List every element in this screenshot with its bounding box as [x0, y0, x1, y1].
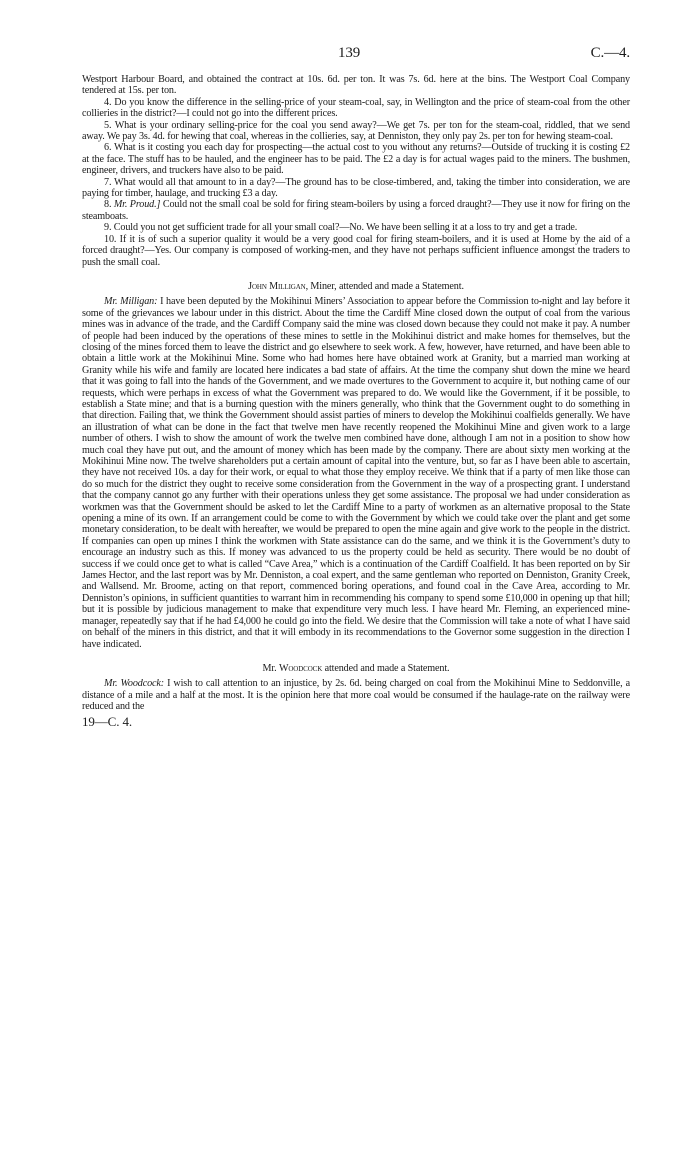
milligan-text: I have been deputed by the Mokihinui Miners’ Association to appear before the Commission to-night and lay before it some of the grievances we labour under in this district. About the time the Cardiff Mine closed down the output of coal from the various mines was in advance of the trade, and the Cardiff Company said the mine was closed down because they could not make it pay. A number of people had been induced by the operations of these mines to settle in the Mokihinui district and make homes for themselves, but the closing of the mines forced them to leave the district and go elsewhere to seek work. A few, however, have returned, and have been able to obtain a little work at the Mokihinui Mine. Some who had homes here have obtained work at Granity, but a married man working at Granity while his wife and family are located here indicates a bad state of affairs. At the time the company shut down the mine we heard that it was going to fall into the hands of the Government, and we made overtures to the Government to acquire it, but nothing came of our requests, which were perhaps in excess of what the Government was prepared to do. We would like the Government, if it be possible, to establish a State mine; and that is a burning question with the miners generally, who think that the Government ought to do something in that direction. Failing that, we think the Government should assist parties of miners to develop the Mokihinui coalfields generally. We have an illustration of what can be done in the fact that twelve men have recently reopened the Mokihinui Mine and given work to a large number of others. I wish to show the amount of work the twelve men combined have done, although I am not in a position to show how much coal they have put out, and the amount of money which has been made by the company. There are about sixty men working at the Mokihinui Mine now. The twelve shareholders put a certain amount of capital into the venture, but, so far as I have been able to ascertain, they have not received 10s. a day for their work, or equal to what those they employ receive. We think that if a party of men like those can do so much for the district they ought to receive some consideration from the Government in the way of a prospecting grant. I understand that the company cannot go any further with their operations unless they get some assistance. The proposal we had under consideration as workmen was that the Government should be asked to let the Cardiff Mine to a party of workmen as an alternative proposal to the State opening a mine of its own. If an arrangement could be come to with the Government by which we could take over the plant and get some monetary consideration, to be dealt with hereafter, we would be prepared to open the mine again and give work to the people in the district. If companies can open up mines I think the workmen with State assistance can do the same, and we think it is the Government’s duty to encourage an industry such as this. If money was advanced to us the property could be held as security. There would be no doubt of success if we could once get to what is called “Cave Area,” which is a continuation of the Cardiff Coalfield. It has been reported on by Sir James Hector, and the last report was by Mr. Denniston, a coal expert, and the same gentleman who reported on Denniston, Granity Creek, and Wallsend. Mr. Broome, acting on that report, commenced boring operations, and found coal in the Cave Area, according to Mr. Denniston’s opinions, in sufficient quantities to warrant him in recommending his company to spend some £10,000 in opening up that hill; but it is possible by judicious management to make that expenditure very much less. I have heard Mr. Fleming, an experienced mine-manager, repeatedly say that if he had £4,000 he could go into the field. We desire that the Commission will take a note of what I have said on behalf of the miners in this district, and that it will embody in its recommendations to the Governor some suggestion in the direction I have indicated.	[82, 296, 630, 650]
woodcock-heading	[82, 663, 630, 674]
question-8-speaker: Mr. Proud.]	[113, 199, 161, 211]
milligan-speaker: Mr. Milligan:	[104, 296, 158, 308]
signature-mark: 19—C. 4.	[82, 713, 132, 729]
woodcock-text: I wish to call attention to an injustice, by 2s. 6d. being charged on coal from the Mokihinui Mine to Seddonville, a distance of a mile and a half at the most. It is the opinion here that more coal would be consumed if the haulage-rate on the railway were reduced and the	[82, 678, 630, 713]
question-8-text: Could not the small coal be sold for firing steam-boilers by using a forced draught?—They use it now for firing on the steamboats.	[82, 199, 631, 222]
question-8-prefix: 8.	[104, 199, 114, 211]
document-page	[82, 45, 631, 729]
milligan-heading-name: John Milligan,	[248, 280, 308, 292]
document-reference: C.—4.	[590, 45, 630, 61]
question-6: 6. What is it costing you each day for prospecting—the actual cost to you without any returns?—Outside of trucking it is costing £2 at the face. The stuff has to be hauled, and the engineer has to be paid. The £2 a day is for actual wages paid to the miners. The bushmen, engineer, drivers, and truckers have also to be paid.	[82, 142, 630, 177]
page-header	[82, 45, 630, 74]
milligan-statement	[82, 296, 630, 650]
paragraph-continuation: Westport Harbour Board, and obtained the contract at 10s. 6d. per ton. It was 7s. 6d. here at the bins. The Westport Coal Company tendered at 15s. per ton.	[82, 74, 630, 97]
question-5: 5. What is your ordinary selling-price for the coal you send away?—We get 7s. per ton for the steam-coal, riddled, that we send away. We pay 3s. 4d. for hewing that coal, whereas in the collieries, say, at Denniston, they only pay 2s. per ton for hewing steam-coal.	[82, 119, 630, 143]
page-number: 139	[338, 45, 361, 61]
milligan-heading-rest: Miner, attended and made a Statement.	[308, 280, 464, 292]
question-8	[82, 199, 630, 222]
milligan-heading	[82, 281, 630, 292]
question-7: 7. What would all that amount to in a day?—The ground has to be close-timbered, and, taking the timber into consideration, we are paying for timber, haulage, and trucking £3 a day.	[82, 176, 630, 200]
woodcock-speaker: Mr. Woodcock:	[104, 678, 165, 690]
woodcock-statement	[82, 678, 630, 712]
woodcock-heading-rest: attended and made a Statement.	[322, 662, 450, 674]
woodcock-heading-name: Woodcock	[278, 662, 323, 674]
question-9: 9. Could you not get sufficient trade for all your small coal?—No. We have been selling it at a loss to try and get a trade.	[104, 222, 578, 234]
woodcock-heading-pre: Mr.	[262, 662, 279, 674]
question-4: 4. Do you know the difference in the selling-price of your steam-coal, say, in Wellington and the price of steam-coal from the other collieries in the district?—I could not go into the different prices.	[82, 96, 630, 120]
question-10: 10. If it is of such a superior quality it would be a very good coal for firing steam-boilers, and it is used at Home by the aid of a forced draught?—Yes. Our company is composed of working-men, and they have not perhaps sufficient influence amongst the traders to push the small coal.	[82, 233, 630, 268]
